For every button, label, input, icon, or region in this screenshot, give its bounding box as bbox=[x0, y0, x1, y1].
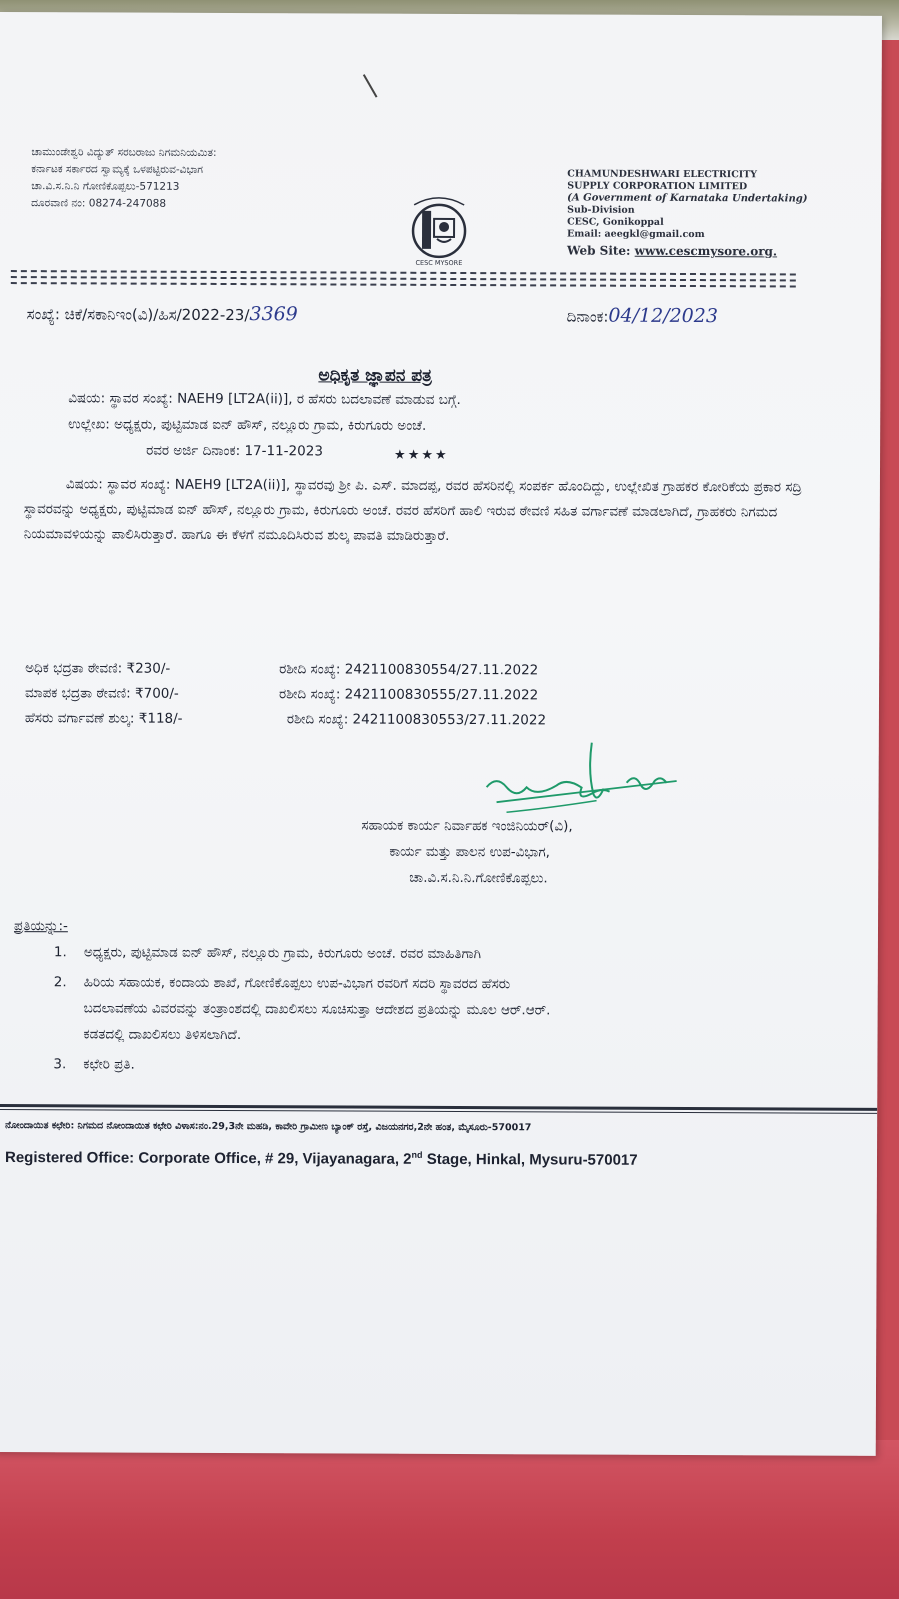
company-name-line: SUPPLY CORPORATION LIMITED bbox=[567, 180, 748, 193]
fee-label: ಹೆಸರು ವರ್ಗಾವಣೆ ಶುಲ್ಕ: ₹118/- bbox=[24, 710, 183, 727]
signatory-division: ಚಾ.ವಿ.ಸ.ನಿ.ನಿ.ಗೋಣಿಕೊಪ್ಪಲು. bbox=[409, 869, 548, 887]
header-right bbox=[567, 168, 808, 257]
registered-office-kannada: ನೋಂದಾಯಿತ ಕಛೇರಿ: ನಿಗಮದ ನೋಂದಾಯಿತ ಕಛೇರಿ ವಿಳಾಸ:ನಂ.29,3ನೇ ಮಹಡಿ, ಕಾವೇರಿ ಗ್ರಾಮೀಣ ಬ್ಯಾಂಕ್ ರಸ್ತೆ, ವಿಜಯನಗರ,2ನೇ ಹಂತ, ಮೈಸೂರು-570017 bbox=[5, 1120, 532, 1134]
reference-number bbox=[27, 302, 298, 325]
header-left-line: ಚಾ.ವಿ.ಸ.ನಿ.ನಿ ಗೋಣಿಕೊಪ್ಪಲು-571213 bbox=[31, 180, 180, 193]
registered-office-suffix: nd bbox=[411, 1149, 423, 1160]
copy-line: ಹಿರಿಯ ಸಹಾಯಕ, ಕಂದಾಯ ಶಾಖೆ, ಗೋಣಿಕೊಪ್ಪಲು ಉಪ-ವಿಭಾಗ ರವರಿಗೆ ಸದರಿ ಸ್ಥಾವರದ ಹೆಸರು bbox=[83, 974, 511, 993]
fee-receipt: ರಶೀದಿ ಸಂಖ್ಯೆ: 2421100830555/27.11.2022 bbox=[278, 686, 539, 704]
registered-office-text: Stage, Hinkal, Mysuru-570017 bbox=[422, 1150, 638, 1169]
body-paragraph: ವಿಷಯ: ಸ್ಥಾವರ ಸಂಖ್ಯೆ: NAEH9 [LT2A(ii)], ಸ್ಥಾವರವು ಶ್ರೀ ಪಿ. ಎಸ್. ಮಾದಪ್ಪ, ರವರ ಹೆಸರಿನಲ್ಲಿ ಸಂಪರ್ಕ ಹೊಂದಿದ್ದು, ಉಲ್ಲೇಖಿತ ಗ್ರಾಹಕರ ಕೋರಿಕೆಯ ಪ್ರಕಾರ ಸದ್ರಿ ಸ್ಥಾವರವನ್ನು ಅಧ್ಯಕ್ಷರು, ಪುಟ್ಟಿಮಾಡ ಐನ್ ಹೌಸ್, ನಲ್ಲೂರು ಗ್ರಾಮ, ಕಿರುಗೂರು ಅಂಚೆ. ರವರ ಹೆಸರಿಗೆ ಹಾಲಿ ಇರುವ ಠೇವಣಿ ಸಹಿತ ವರ್ಗಾವಣೆ ಮಾಡಲಾಗಿದೆ, ಗ್ರಾಹಕರು ನಿಗಮದ ನಿಯಮಾವಳಿಯನ್ನು ಪಾಲಿಸಿರುತ್ತಾರೆ. ಹಾಗೂ ಈ ಕೆಳಗೆ ನಮೂದಿಸಿರುವ ಶುಲ್ಕ ಪಾವತಿ ಮಾಡಿರುತ್ತಾರೆ. bbox=[23, 476, 802, 544]
reference-number-handwritten: 3369 bbox=[249, 303, 298, 326]
subject-line: ವಿಷಯ: ಸ್ಥಾವರ ಸಂಖ್ಯೆ: NAEH9 [LT2A(ii)], ರ ಹೆಸರು ಬದಲಾವಣೆ ಮಾಡುವ ಬಗ್ಗೆ. bbox=[68, 390, 461, 409]
table-surface bbox=[0, 1440, 899, 1599]
document-sheet bbox=[0, 12, 882, 1456]
website-link[interactable]: www.cescmysore.org. bbox=[634, 243, 778, 259]
header-divider bbox=[11, 282, 796, 287]
cesc-logo-icon bbox=[404, 189, 474, 269]
fee-label: ಮಾಪಕ ಭದ್ರತಾ ಠೇವಣಿ: ₹700/- bbox=[24, 685, 179, 702]
office-email: Email: aeegkl@gmail.com bbox=[567, 228, 705, 241]
header-left bbox=[31, 144, 216, 213]
website-label: Web Site: bbox=[566, 243, 631, 258]
document-title: ಅಧಿಕೃತ ಜ್ಞಾಪನ ಪತ್ರ bbox=[318, 365, 432, 386]
logo-text: CESC MYSORE bbox=[415, 258, 463, 268]
copy-number: 3. bbox=[53, 1056, 67, 1073]
sub-division: Sub-Division bbox=[567, 204, 635, 216]
office-place: CESC, Gonikoppal bbox=[567, 216, 664, 228]
header-divider bbox=[11, 270, 796, 275]
signatory-title: ಸಹಾಯಕ ಕಾರ್ಯ ನಿರ್ವಾಹಕ ಇಂಜಿನಿಯರ್(ವಿ), bbox=[361, 817, 573, 835]
copy-line: ಬದಲಾವಣೆಯ ವಿವರವನ್ನು ತಂತ್ರಾಂಶದಲ್ಲಿ ದಾಖಲಿಸಲು ಸೂಚಿಸುತ್ತಾ ಆದೇಶದ ಪ್ರತಿಯನ್ನು ಮೂಲ ಆರ್.ಆರ್. bbox=[83, 1000, 551, 1019]
website-line bbox=[567, 244, 807, 257]
signature-icon bbox=[476, 742, 706, 828]
fee-label: ಅಧಿಕ ಭದ್ರತಾ ಠೇವಣಿ: ₹230/- bbox=[25, 660, 171, 677]
copy-number: 2. bbox=[53, 974, 67, 991]
copy-number: 1. bbox=[53, 944, 67, 961]
registered-office-english bbox=[5, 1148, 638, 1169]
fee-receipt: ರಶೀದಿ ಸಂಖ್ಯೆ: 2421100830554/27.11.2022 bbox=[279, 661, 539, 679]
reference-line-date: ರವರ ಅರ್ಜಿ ದಿನಾಂಕ: 17-11-2023 bbox=[146, 442, 323, 460]
reference-number-label: ಸಂಖ್ಯೆ: ಚಿಕೆ/ಸಕಾನಿಇಂ(ವಿ)/ಹಿಸ/2022-23/ bbox=[26, 305, 250, 325]
copy-line: ಅಧ್ಯಕ್ಷರು, ಪುಟ್ಟಿಮಾಡ ಐನ್ ಹೌಸ್, ನಲ್ಲೂರು ಗ್ರಾಮ, ಕಿರುಗೂರು ಅಂಚೆ. ರವರ ಮಾಹಿತಿಗಾಗಿ bbox=[83, 944, 482, 963]
header-left-line: ಕರ್ನಾಟಕ ಸರ್ಕಾರದ ಸ್ವಾಮ್ಯಕ್ಕೆ ಒಳಪಟ್ಟಿರುವ-ವಿಭಾಗ bbox=[31, 163, 204, 176]
copy-line: ಕಡತದಲ್ಲಿ ದಾಖಲಿಸಲು ತಿಳಿಸಲಾಗಿದೆ. bbox=[83, 1026, 242, 1044]
date-handwritten: 04/12/2023 bbox=[608, 304, 719, 328]
header-divider bbox=[11, 276, 796, 281]
signatory-office: ಕಾರ್ಯ ಮತ್ತು ಪಾಲನ ಉಪ-ವಿಭಾಗ, bbox=[389, 843, 550, 861]
reference-line: ಉಲ್ಲೇಖ: ಅಧ್ಯಕ್ಷರು, ಪುಟ್ಟಿಮಾಡ ಐನ್ ಹೌಸ್, ನಲ್ಲೂರು ಗ್ರಾಮ, ಕಿರುಗೂರು ಅಂಚೆ. bbox=[68, 416, 427, 434]
company-name-line: CHAMUNDESHWARI ELECTRICITY bbox=[567, 168, 758, 181]
date-label: ದಿನಾಂಕ: bbox=[566, 307, 609, 326]
copy-heading: ಪ್ರತಿಯನ್ನು:- bbox=[13, 918, 68, 935]
registered-office-text: Registered Office: Corporate Office, # 29, Vijayanagara, 2 bbox=[4, 1149, 412, 1168]
fee-receipt: ರಶೀದಿ ಸಂಖ್ಯೆ: 2421100830553/27.11.2022 bbox=[286, 711, 547, 729]
pen-mark bbox=[363, 74, 378, 98]
copy-line: ಕಛೇರಿ ಪ್ರತಿ. bbox=[83, 1056, 135, 1073]
header-left-line: ದೂರವಾಣಿ ನಂ: 08274-247088 bbox=[31, 197, 167, 210]
reference-date bbox=[567, 304, 718, 327]
separator-stars: ★★★★ bbox=[394, 447, 449, 463]
header-left-line: ಚಾಮುಂಡೇಶ್ವರಿ ವಿದ್ಯುತ್ ಸರಬರಾಜು ನಿಗಮನಿಯಮಿತ: bbox=[31, 146, 217, 159]
government-undertaking: (A Government of Karnataka Undertaking) bbox=[567, 192, 808, 205]
